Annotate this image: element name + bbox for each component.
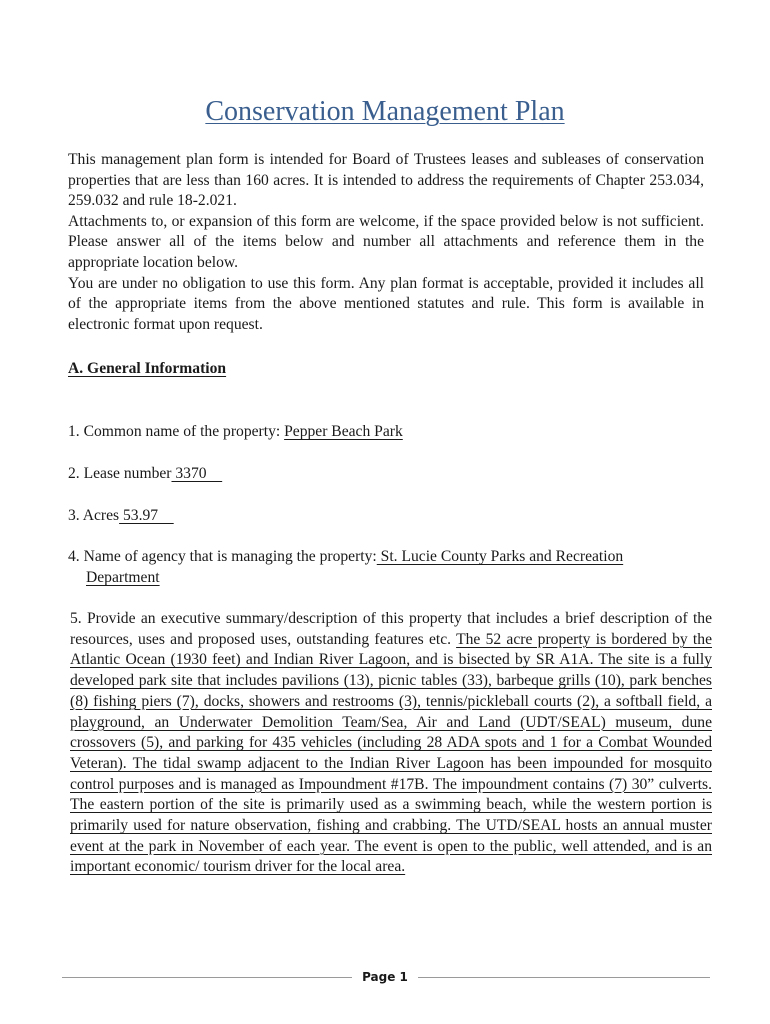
item-summary bbox=[70, 609, 712, 878]
item-label: 4. Name of agency that is managing the property: bbox=[68, 548, 377, 565]
intro-paragraph: You are under no obligation to use this form. Any plan format is acceptable, provided it includes all of the appropriate items from the above mentioned statutes and rule. This form is available in electronic format upon request. bbox=[68, 274, 704, 333]
item-acres bbox=[68, 505, 174, 526]
item-lease-number bbox=[68, 463, 222, 484]
agency-value: St. Lucie County Parks and Recreation bbox=[376, 548, 624, 565]
item-agency bbox=[68, 546, 708, 588]
page-title bbox=[0, 94, 770, 130]
summary-label: 5. Provide an executive summary/description of this property that includes a brief description of the resources, uses and proposed uses, outstanding features etc. bbox=[70, 610, 712, 648]
section-heading: A. General Information bbox=[68, 360, 227, 377]
summary-value: The 52 acre property is bordered by the Atlantic Ocean (1930 feet) and Indian River Lagoon, and is bisected by SR A1A. The site is a fully developed park site that includes pavilions (13), picnic tables (33), barbeque grills (10), park benches (8) fishing piers (7), docks, showers and restrooms (3), tennis/pickleball courts (2), a softball field, a playground, an Underwater Demolition Team/Sea, Air and Land (UDT/SEAL) museum, dune crossovers (5), and parking for 435 vehicles (including 28 ADA spots and 1 for a Combat Wounded Veteran). The tidal swamp adjacent to the Indian River Lagoon has been impounded for mosquito control purposes and is managed as Impoundment #17B. The impoundment contains (7) 30” culverts. The eastern portion of the site is primarily used as a swimming beach, while the western portion is primarily used for nature observation, fishing and crabbing. The UTD/SEAL hosts an annual muster event at the park in November of each year. The event is open to the public, well attended, and is an important economic/ tourism driver for the local area. bbox=[70, 630, 712, 876]
lease-number-value: 3370 bbox=[171, 465, 223, 482]
page-title-text: Conservation Management Plan bbox=[205, 96, 565, 127]
item-label: 2. Lease number bbox=[68, 465, 172, 482]
intro-text bbox=[68, 150, 704, 335]
intro-paragraph: Attachments to, or expansion of this form are welcome, if the space provided below is not sufficient. Please answer all of the items below and number all attachments and reference them in the appropriate location below. bbox=[68, 212, 704, 271]
page-number: Page 1 bbox=[362, 970, 408, 984]
intro-paragraph: This management plan form is intended for Board of Trustees leases and subleases of conservation properties that are less than 160 acres. It is intended to address the requirements of Chapter 253.034, 259.032 and rule 18-2.021. bbox=[68, 151, 704, 210]
acres-value: 53.97 bbox=[119, 507, 174, 524]
item-label: 3. Acres bbox=[68, 507, 120, 524]
agency-value-continued: Department bbox=[86, 569, 160, 586]
item-label: 1. Common name of the property: bbox=[68, 423, 285, 440]
item-common-name bbox=[68, 421, 403, 442]
item-label bbox=[70, 609, 712, 878]
common-name-value: Pepper Beach Park bbox=[284, 423, 403, 440]
footer-divider-right bbox=[418, 977, 710, 978]
footer-divider-left bbox=[62, 977, 352, 978]
